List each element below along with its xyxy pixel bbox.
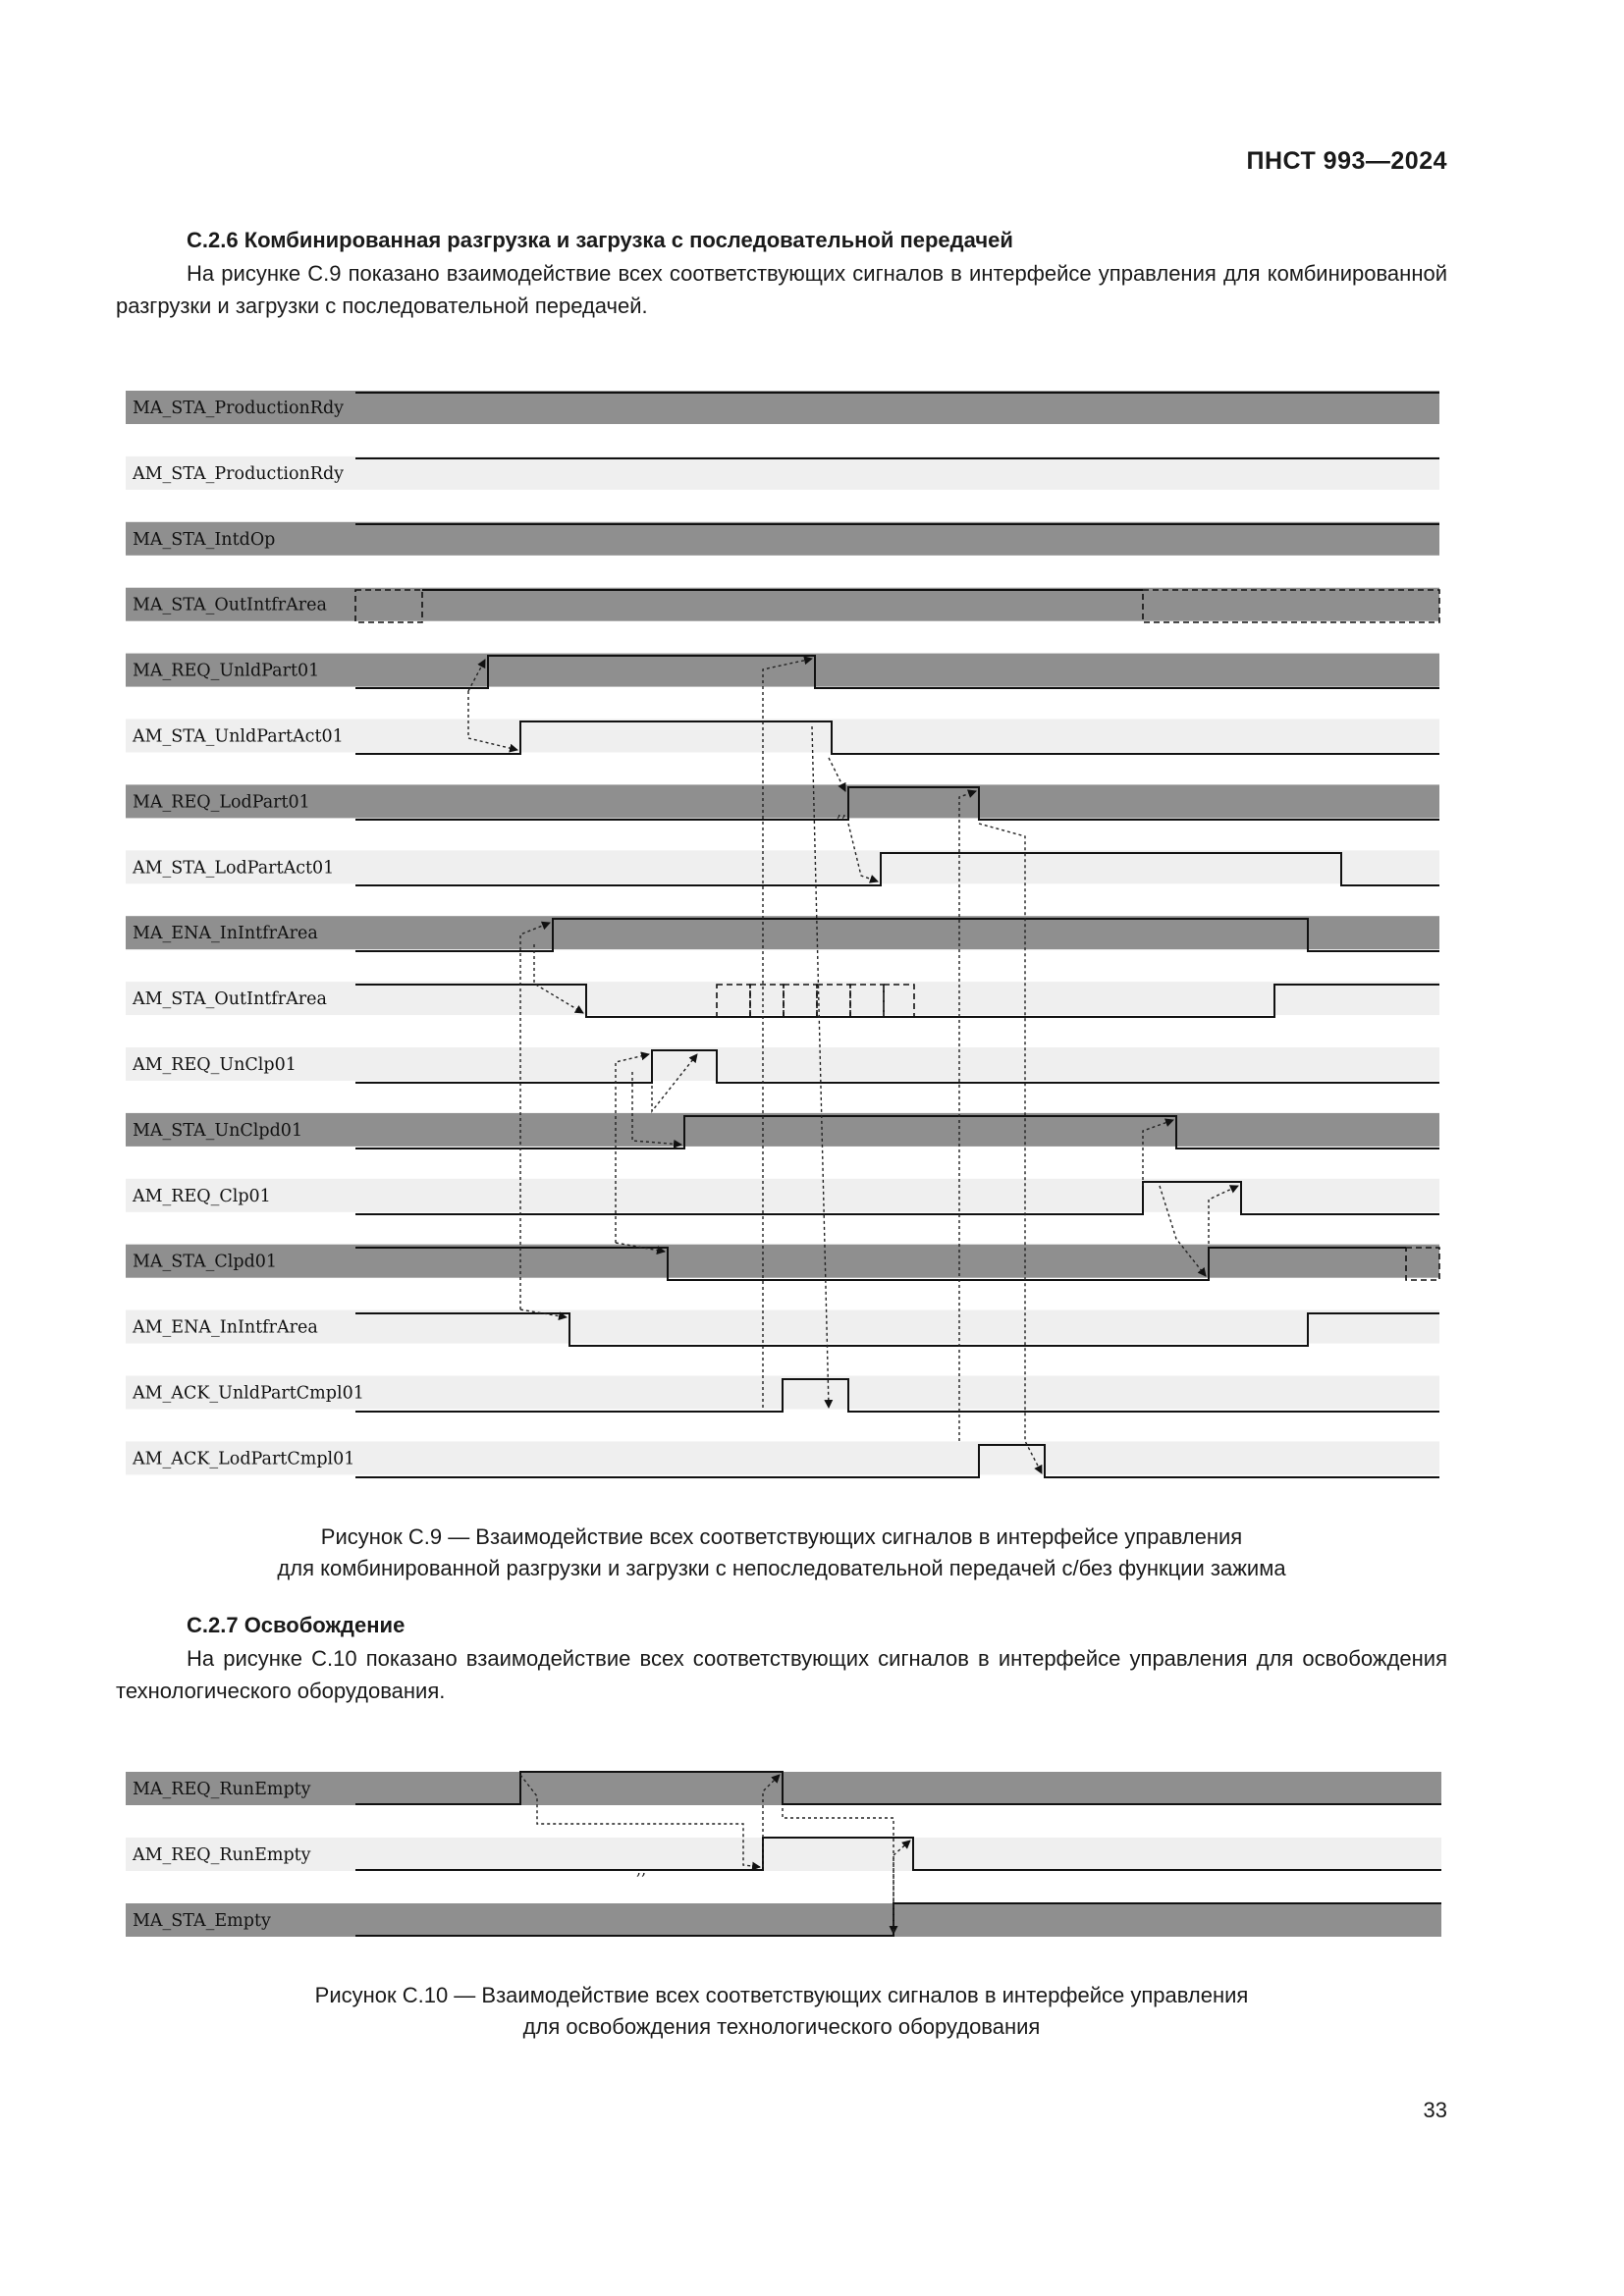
signal-label: AM_REQ_RunEmpty <box>133 1845 311 1865</box>
signal-band <box>126 1113 1439 1147</box>
figure-caption-c9 <box>116 1522 1447 1584</box>
signal-band <box>126 1047 1439 1081</box>
signal-label: AM_STA_ProductionRdy <box>133 463 345 484</box>
signal-label: MA_REQ_LodPart01 <box>133 792 310 813</box>
document-code: ПНСТ 993—2024 <box>1246 147 1447 175</box>
signal-label: MA_STA_ProductionRdy <box>133 399 345 418</box>
section-paragraph-c27: На рисунке С.10 показано взаимодействие всех соответствующих сигналов в интерфейсе управления для освобождения технологического оборудования. <box>116 1646 1447 1703</box>
signal-label: MA_REQ_RunEmpty <box>133 1780 311 1799</box>
section-paragraph-c26: На рисунке С.9 показано взаимодействие всех соответствующих сигналов в интерфейсе управления для комбинированной разгрузки и загрузки с последовательной передачей. <box>116 261 1447 318</box>
signal-band <box>126 1310 1439 1344</box>
caption-line: для комбинированной разгрузки и загрузки с непоследовательной передачей с/без функции зажима <box>277 1556 1286 1580</box>
signal-band <box>126 1838 1441 1871</box>
figure-caption-c10 <box>116 1980 1447 2043</box>
signal-label: AM_STA_OutIntfrArea <box>133 989 327 1010</box>
signal-band <box>126 916 1439 949</box>
page-number: 33 <box>1423 2098 1447 2122</box>
signal-label: MA_STA_Empty <box>133 1911 271 1931</box>
signal-label: AM_STA_LodPartAct01 <box>133 858 335 879</box>
signal-label: AM_STA_UnldPartAct01 <box>133 726 344 747</box>
signal-label: MA_STA_UnClpd01 <box>133 1120 303 1141</box>
break-mark: ,, <box>837 802 847 821</box>
signal-label: AM_ACK_UnldPartCmpl01 <box>133 1383 364 1404</box>
signal-label: AM_REQ_Clp01 <box>133 1186 271 1206</box>
signal-band <box>126 522 1439 556</box>
caption-line: Рисунок С.9 — Взаимодействие всех соответствующих сигналов в интерфейсе управления <box>320 1524 1243 1549</box>
signal-label: MA_STA_OutIntfrArea <box>133 595 327 615</box>
signal-label: AM_ACK_LodPartCmpl01 <box>133 1449 355 1469</box>
signal-label: MA_REQ_UnldPart01 <box>133 661 320 681</box>
signal-label: MA_ENA_InIntfrArea <box>133 924 318 944</box>
signal-band <box>126 1179 1439 1212</box>
timing-diagram-c10 <box>0 1767 1624 1939</box>
section-heading-c26: С.2.6 Комбинированная разгрузка и загрузка с последовательной передачей <box>187 228 1013 252</box>
signal-label: MA_STA_IntdOp <box>133 529 276 550</box>
signal-band <box>126 654 1439 687</box>
section-heading-c27: С.2.7 Освобождение <box>187 1613 406 1637</box>
timing-diagram-c9 <box>0 385 1624 1484</box>
caption-line: Рисунок С.10 — Взаимодействие всех соответствующих сигналов в интерфейсе управления <box>314 1983 1249 2007</box>
break-mark: ,, <box>636 1860 647 1879</box>
signal-band <box>126 1245 1439 1278</box>
signal-band <box>126 784 1439 818</box>
caption-line: для освобождения технологического оборудования <box>522 2014 1041 2039</box>
signal-label: AM_ENA_InIntfrArea <box>133 1317 318 1338</box>
signal-label: AM_REQ_UnClp01 <box>133 1055 297 1075</box>
signal-band <box>126 1903 1441 1937</box>
signal-label: MA_STA_Clpd01 <box>133 1252 278 1272</box>
